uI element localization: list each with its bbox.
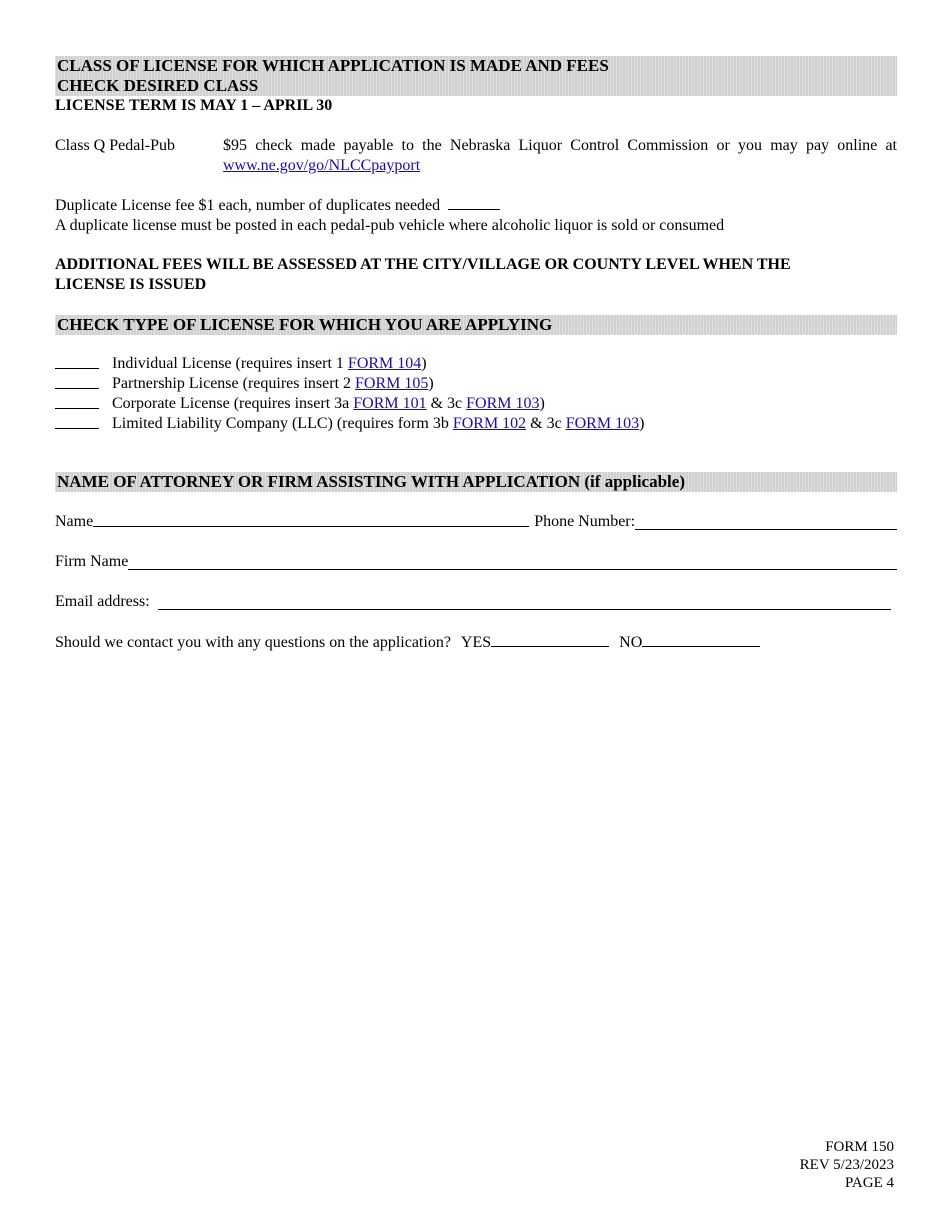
- license-option-corporate: [55, 394, 897, 414]
- license-term: LICENSE TERM IS MAY 1 – APRIL 30: [55, 97, 333, 114]
- license-option-text: Limited Liability Company (LLC) (requires form 3b FORM 102 & 3c FORM 103): [112, 415, 645, 432]
- class-heading-line1: CLASS OF LICENSE FOR WHICH APPLICATION IS MADE AND FEES: [57, 56, 609, 75]
- class-heading-line2: CHECK DESIRED CLASS: [57, 76, 259, 95]
- form-103-link[interactable]: FORM 103: [466, 395, 540, 412]
- additional-fees-notice: ADDITIONAL FEES WILL BE ASSESSED AT THE CITY/VILLAGE OR COUNTY LEVEL WHEN THE LICENSE IS ISSUED: [55, 256, 791, 293]
- phone-field[interactable]: [635, 514, 897, 530]
- firm-name-label: Firm Name: [55, 553, 129, 570]
- pay-online-link[interactable]: www.ne.gov/go/NLCCpayport: [223, 157, 421, 174]
- form-page: [55, 56, 897, 653]
- duplicates-count-field[interactable]: [448, 195, 500, 210]
- email-row: [55, 592, 897, 612]
- class-q-label: Class Q Pedal-Pub: [55, 137, 175, 154]
- firm-name-row: [55, 552, 897, 572]
- attorney-heading: NAME OF ATTORNEY OR FIRM ASSISTING WITH APPLICATION (if applicable): [55, 472, 897, 492]
- name-field[interactable]: [93, 512, 529, 527]
- license-option-text: Corporate License (requires insert 3a FORM 101 & 3c FORM 103): [112, 395, 545, 412]
- email-field[interactable]: [158, 594, 891, 610]
- email-label: Email address:: [55, 593, 150, 610]
- license-option-text: Individual License (requires insert 1 FORM 104): [112, 355, 427, 372]
- duplicate-fee-row: [55, 195, 897, 216]
- form-number: FORM 150: [825, 1139, 894, 1155]
- class-q-fee-text: $95 check made payable to the Nebraska Liquor Control Commission or you may pay online at: [223, 137, 897, 154]
- duplicate-fee-label: Duplicate License fee $1 each, number of duplicates needed: [55, 197, 441, 214]
- form-revision: REV 5/23/2023: [799, 1157, 894, 1173]
- contact-question: Should we contact you with any questions on the application?: [55, 634, 451, 651]
- name-phone-row: [55, 512, 897, 532]
- yes-field[interactable]: [491, 632, 609, 647]
- class-q-description: [223, 136, 897, 176]
- class-q-row: [55, 136, 897, 176]
- form-104-link[interactable]: FORM 104: [347, 355, 422, 372]
- firm-name-field[interactable]: [128, 554, 897, 570]
- license-option-individual: [55, 354, 897, 374]
- form-105-link[interactable]: FORM 105: [355, 375, 429, 392]
- name-label: Name: [55, 513, 94, 530]
- class-heading: [55, 56, 897, 96]
- license-option-llc: [55, 414, 897, 434]
- form-102-link[interactable]: FORM 102: [452, 415, 527, 432]
- no-label: NO: [619, 634, 643, 651]
- corporate-check-field[interactable]: [55, 394, 99, 409]
- yes-label: YES: [460, 634, 492, 651]
- license-type-list: [55, 354, 897, 434]
- contact-row: [55, 632, 897, 653]
- llc-check-field[interactable]: [55, 414, 99, 429]
- form-footer: [800, 1138, 894, 1192]
- license-option-text: Partnership License (requires insert 2 FORM 105): [112, 375, 434, 392]
- duplicate-note: A duplicate license must be posted in each pedal-pub vehicle where alcoholic liquor is sold or consumed: [55, 217, 725, 234]
- license-option-partnership: [55, 374, 897, 394]
- form-103-link[interactable]: FORM 103: [565, 415, 640, 432]
- individual-check-field[interactable]: [55, 354, 99, 369]
- partnership-check-field[interactable]: [55, 374, 99, 389]
- page-number: PAGE 4: [844, 1175, 894, 1191]
- form-101-link[interactable]: FORM 101: [353, 395, 427, 412]
- phone-label: Phone Number:: [534, 513, 636, 530]
- no-field[interactable]: [642, 632, 760, 647]
- license-type-heading: CHECK TYPE OF LICENSE FOR WHICH YOU ARE APPLYING: [55, 315, 897, 335]
